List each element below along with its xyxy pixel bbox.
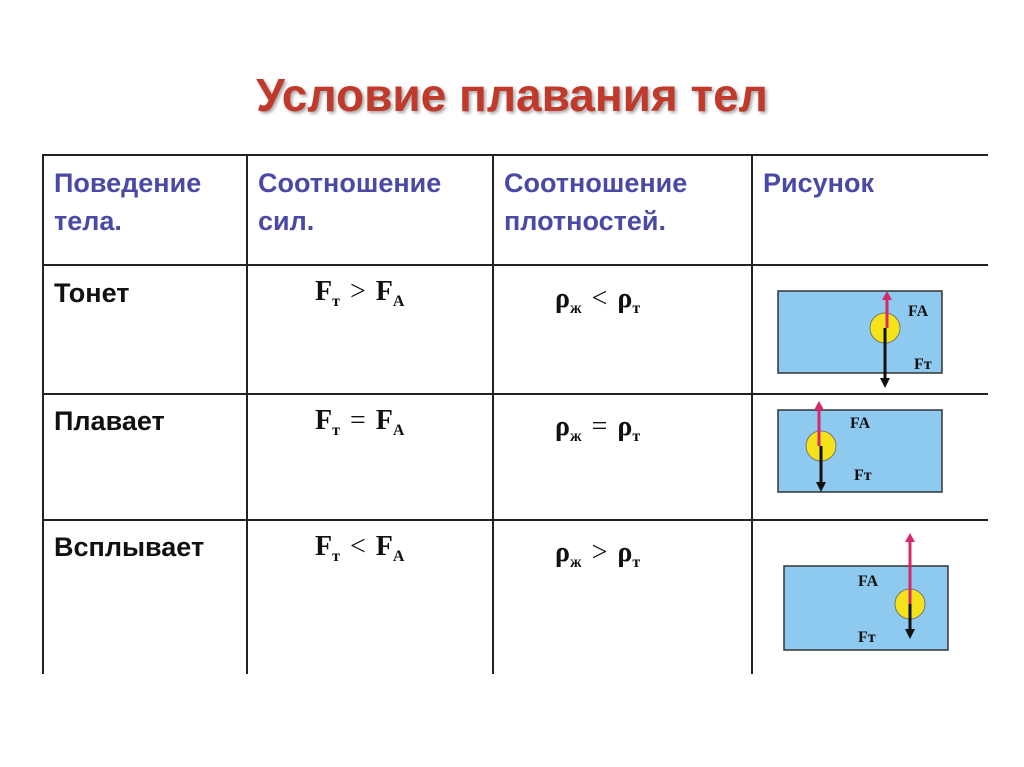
gravity-force-label: Fт xyxy=(914,356,932,373)
density-ratio: $\rho_ж < \rho_т$ xyxy=(555,283,641,317)
sinking-body-figure xyxy=(776,288,946,390)
header-picture: Рисунок xyxy=(763,168,874,198)
column-divider xyxy=(492,154,494,674)
column-divider xyxy=(751,154,753,674)
header-divider xyxy=(42,264,988,266)
buoyant-force-label: FA xyxy=(908,303,929,320)
buoyant-force-label: FA xyxy=(858,573,879,590)
page-title: Условие плавания тел xyxy=(256,69,768,121)
density-ratio: $\rho_ж > \rho_т$ xyxy=(555,537,641,571)
force-ratio: $F_т > F_A$ xyxy=(315,276,405,310)
column-divider xyxy=(42,154,44,674)
behavior-cell: Тонет xyxy=(54,278,130,308)
buoyant-force-label: FA xyxy=(850,415,871,432)
force-ratio: $F_т < F_A$ xyxy=(315,531,405,565)
header-forces: Соотношение сил. xyxy=(258,168,442,236)
row-divider xyxy=(42,393,988,395)
behavior-cell: Всплывает xyxy=(54,532,205,562)
behavior-cell: Плавает xyxy=(54,406,165,436)
row-divider xyxy=(42,519,988,521)
density-ratio: $\rho_ж = \rho_т$ xyxy=(555,411,641,445)
column-divider xyxy=(246,154,248,674)
floating-body-figure xyxy=(776,398,946,498)
header-densities: Соотношение плотностей. xyxy=(504,168,688,236)
header-behavior: Поведение тела. xyxy=(54,168,202,236)
gravity-force-label: Fт xyxy=(858,629,876,646)
rising-body-figure xyxy=(782,530,952,654)
force-ratio: $F_т = F_A$ xyxy=(315,405,405,439)
gravity-force-label: Fт xyxy=(854,467,872,484)
table-top-border xyxy=(42,154,988,156)
